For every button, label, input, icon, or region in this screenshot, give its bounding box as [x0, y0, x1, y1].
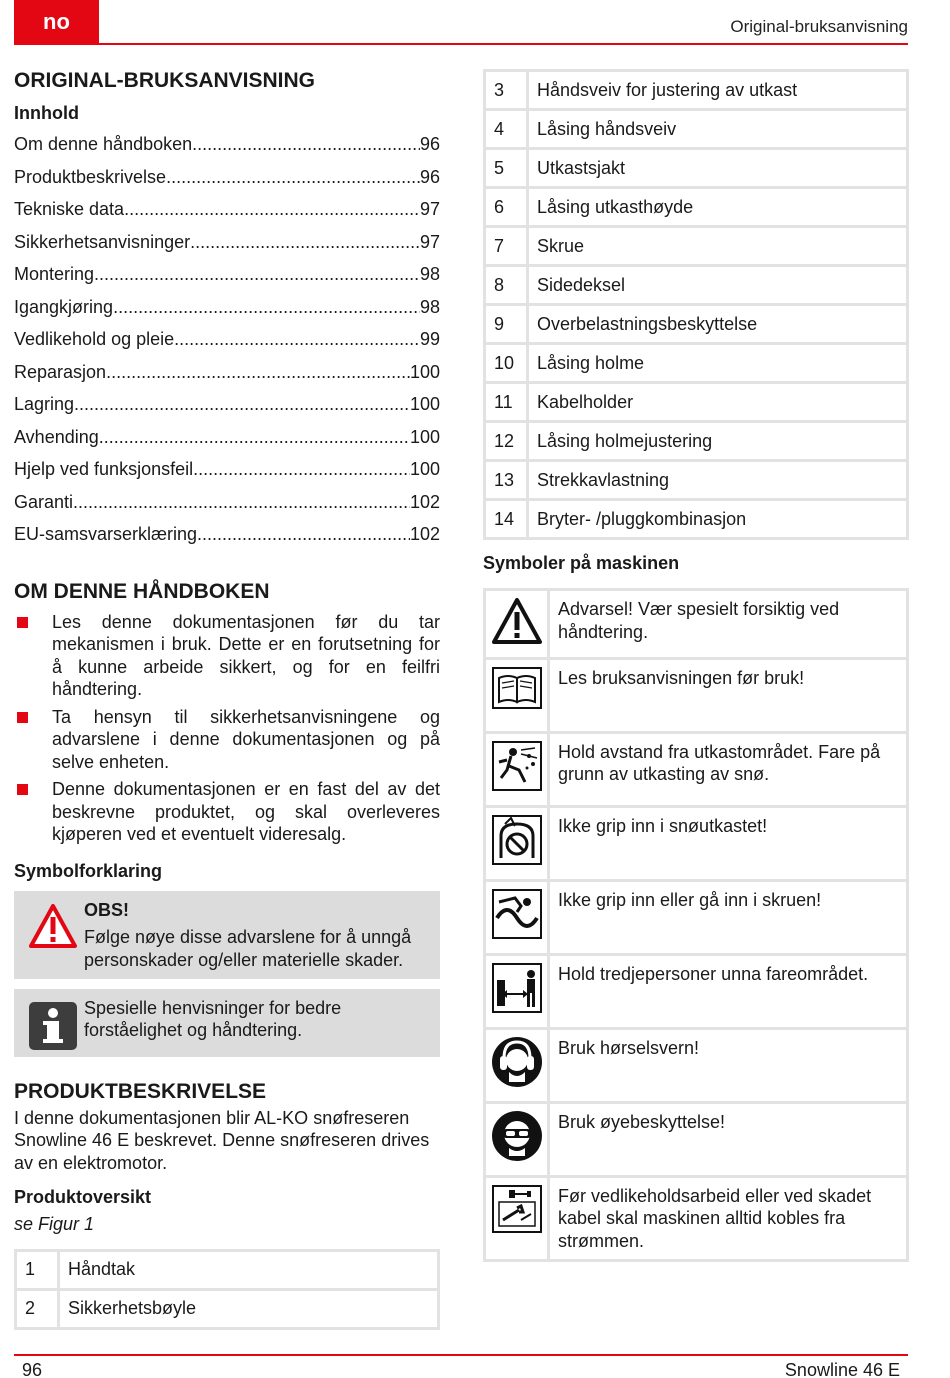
eye-protection-icon — [491, 1146, 543, 1166]
symbols-table — [483, 588, 909, 1262]
toc-entry-label: EU-samsvarserklæring — [14, 524, 198, 544]
toc-entry-label: Montering — [14, 264, 95, 284]
part-number: 6 — [485, 188, 528, 227]
toc-entry[interactable] — [14, 128, 440, 161]
toc-entry-label: Vedlikehold og pleie — [14, 329, 175, 349]
table-row — [16, 1289, 439, 1328]
symbol-heading: Symbolforklaring — [14, 860, 163, 881]
product-name: Snowline 46 E — [784, 1360, 900, 1378]
language-tab: no — [14, 0, 99, 44]
symbol-description: Hold avstand fra utkastområdet. Fare på grunn av utkasting av snø. — [549, 732, 908, 806]
toc-entry[interactable] — [14, 518, 440, 551]
symbol-row — [485, 658, 908, 732]
toc-entry-label: Sikkerhetsanvisninger — [14, 231, 191, 252]
snow-ejection-hazard-icon — [491, 776, 543, 796]
symbol-row — [485, 732, 908, 806]
part-name: Utkastsjakt — [528, 149, 908, 188]
symbol-description: Les bruksanvisningen før bruk! — [549, 658, 908, 732]
toc-entry-label: Reparasjon — [14, 361, 107, 382]
toc-entry-label: Produktbeskrivelse — [14, 166, 167, 187]
toc-entry-page: 102 — [409, 524, 440, 544]
toc-entry[interactable] — [14, 161, 440, 194]
toc-entry-page: 99 — [419, 329, 440, 349]
table-row — [485, 71, 908, 110]
part-name: Skrue — [528, 227, 908, 266]
warning-triangle-icon — [22, 899, 84, 971]
hearing-protection-icon — [491, 1072, 543, 1092]
toc-leader-dots — [193, 453, 410, 486]
toc-entry-page: 96 — [419, 166, 440, 187]
right-column — [483, 69, 909, 1262]
warning-triangle-icon — [491, 629, 543, 649]
part-number: 2 — [16, 1289, 59, 1328]
table-row — [485, 344, 908, 383]
parts-table-left — [14, 1249, 440, 1330]
symbol-description: Ikke grip inn eller gå inn i skruen! — [549, 880, 908, 954]
table-row — [485, 188, 908, 227]
part-name: Sidedeksel — [528, 266, 908, 305]
toc-entry-label: Igangkjøring — [14, 296, 114, 317]
parts-table-right — [483, 69, 909, 540]
auger-hazard-icon — [491, 924, 543, 944]
symbols-heading: Symboler på maskinen — [483, 553, 680, 573]
toc-entry[interactable] — [14, 388, 440, 421]
info-text: Spesielle henvisninger for bedre forståelighet og håndtering. — [84, 997, 342, 1040]
toc-entry[interactable] — [14, 486, 440, 519]
table-row — [485, 227, 908, 266]
table-row — [16, 1250, 439, 1289]
toc-leader-dots — [99, 421, 410, 454]
toc-entry[interactable] — [14, 453, 440, 486]
toc-entry[interactable] — [14, 258, 440, 291]
symbol-description: Bruk øyebeskyttelse! — [549, 1102, 908, 1176]
keep-distance-icon — [491, 998, 543, 1018]
part-name: Håndtak — [59, 1250, 439, 1289]
overview-heading: Produktoversikt — [14, 1187, 152, 1207]
toc-entry-page: 98 — [419, 296, 440, 317]
part-number: 5 — [485, 149, 528, 188]
toc-entry[interactable] — [14, 323, 440, 356]
part-name: Sikkerhetsbøyle — [59, 1289, 439, 1328]
symbol-description: Hold tredjepersoner unna fareområdet. — [549, 954, 908, 1028]
part-name: Bryter- /pluggkombinasjon — [528, 500, 908, 539]
part-number: 4 — [485, 110, 528, 149]
table-row — [485, 383, 908, 422]
toc-entry-page: 100 — [409, 361, 440, 382]
toc-entry[interactable] — [14, 421, 440, 454]
symbol-row — [485, 1028, 908, 1102]
left-column — [14, 66, 440, 1330]
toc-entry[interactable] — [14, 291, 440, 324]
symbol-row — [485, 954, 908, 1028]
about-heading: OM DENNE HÅNDBOKEN — [14, 579, 270, 603]
unplug-before-maintenance-icon — [491, 1218, 543, 1238]
warning-notice — [14, 891, 440, 979]
toc-entry-page: 96 — [419, 134, 440, 154]
toc-leader-dots — [74, 388, 410, 421]
header-title: Original-bruksanvisning — [730, 17, 908, 36]
part-number: 3 — [485, 71, 528, 110]
bullet-text: Les denne dokumentasjonen før du tar mekanismen i bruk. Dette er en forutsetning for å kunne arbeide sikkert, og for en feilfri håndtering. — [52, 611, 440, 699]
symbol-row — [485, 1176, 908, 1261]
chute-hand-hazard-icon — [491, 850, 543, 870]
symbol-row — [485, 1102, 908, 1176]
bullet-item — [14, 706, 440, 774]
part-name: Håndsveiv for justering av utkast — [528, 71, 908, 110]
part-name: Låsing håndsveiv — [528, 110, 908, 149]
part-name: Låsing utkasthøyde — [528, 188, 908, 227]
part-number: 12 — [485, 422, 528, 461]
table-of-contents — [14, 128, 440, 551]
toc-entry-page: 100 — [409, 394, 440, 414]
symbol-row — [485, 590, 908, 659]
bullet-text: Denne dokumentasjonen er en fast del av det beskrevne produktet, og skal overleveres kjøperen ved et eventuelt videresalg. — [52, 779, 440, 844]
part-number: 11 — [485, 383, 528, 422]
part-number: 14 — [485, 500, 528, 539]
bullet-square-icon — [17, 617, 28, 628]
symbol-description: Ikke grip inn i snøutkastet! — [549, 806, 908, 880]
bullet-item — [14, 778, 440, 846]
toc-entry[interactable] — [14, 226, 440, 259]
toc-leader-dots — [73, 486, 410, 519]
product-description: I denne dokumentasjonen blir AL-KO snøfreseren Snowline 46 E beskrevet. Denne snøfreseren drives av en elektromotor. — [14, 1107, 430, 1173]
part-name: Låsing holme — [528, 344, 908, 383]
toc-leader-dots — [190, 226, 420, 259]
part-number: 7 — [485, 227, 528, 266]
part-number: 1 — [16, 1250, 59, 1289]
bullet-square-icon — [17, 712, 28, 723]
toc-leader-dots — [106, 356, 410, 389]
toc-entry-label: Lagring — [14, 394, 75, 414]
part-name: Strekkavlastning — [528, 461, 908, 500]
part-name: Kabelholder — [528, 383, 908, 422]
part-number: 13 — [485, 461, 528, 500]
toc-entry-label: Om denne håndboken — [14, 134, 193, 154]
warning-text: Følge nøye disse advarslene for å unngå personskader og/eller materielle skader. — [84, 927, 412, 970]
table-row — [485, 500, 908, 539]
symbol-description: Før vedlikeholdsarbeid eller ved skadet kabel skal maskinen alltid kobles fra strømmen. — [549, 1176, 908, 1261]
table-row — [485, 305, 908, 344]
toc-entry-label: Tekniske data — [14, 199, 125, 219]
bullet-square-icon — [17, 784, 28, 795]
toc-entry-page: 97 — [419, 199, 440, 219]
toc-entry-page: 100 — [409, 426, 440, 447]
toc-entry[interactable] — [14, 193, 440, 226]
info-notice — [14, 989, 440, 1057]
bullet-item — [14, 611, 440, 701]
product-heading: PRODUKTBESKRIVELSE — [14, 1079, 267, 1103]
toc-leader-dots — [192, 128, 420, 161]
toc-leader-dots — [113, 291, 420, 324]
toc-entry-label: Avhending — [14, 426, 99, 447]
header-divider — [14, 43, 908, 45]
part-number: 8 — [485, 266, 528, 305]
table-row — [485, 110, 908, 149]
warning-title: OBS! — [84, 899, 129, 920]
overview-reference: se Figur 1 — [14, 1214, 95, 1234]
part-name: Overbelastningsbeskyttelse — [528, 305, 908, 344]
toc-entry[interactable] — [14, 356, 440, 389]
toc-leader-dots — [197, 518, 410, 551]
symbol-row — [485, 880, 908, 954]
toc-leader-dots — [94, 258, 420, 291]
part-number: 9 — [485, 305, 528, 344]
footer-divider — [14, 1354, 908, 1356]
toc-entry-label: Garanti — [14, 491, 74, 512]
toc-entry-page: 98 — [419, 264, 440, 284]
toc-leader-dots — [166, 161, 420, 194]
toc-entry-page: 97 — [419, 231, 440, 252]
table-row — [485, 422, 908, 461]
toc-heading: Innhold — [14, 103, 79, 123]
table-row — [485, 461, 908, 500]
table-row — [485, 266, 908, 305]
about-bullet-list — [14, 611, 440, 846]
toc-entry-label: Hjelp ved funksjonsfeil — [14, 459, 194, 479]
main-title: ORIGINAL-BRUKSANVISNING — [14, 69, 316, 92]
info-icon — [22, 997, 84, 1049]
toc-entry-page: 100 — [409, 459, 440, 479]
toc-leader-dots — [174, 323, 420, 356]
symbol-row — [485, 806, 908, 880]
part-name: Låsing holmejustering — [528, 422, 908, 461]
table-row — [485, 149, 908, 188]
page-number: 96 — [22, 1360, 43, 1378]
toc-leader-dots — [124, 193, 420, 226]
bullet-text: Ta hensyn til sikkerhetsanvisningene og advarslene i denne dokumentasjonen og på selve enheten. — [52, 706, 440, 772]
manual-book-icon — [491, 694, 543, 714]
symbol-description: Advarsel! Vær spesielt forsiktig ved håndtering. — [549, 590, 908, 659]
symbol-description: Bruk hørselsvern! — [549, 1028, 908, 1102]
part-number: 10 — [485, 344, 528, 383]
toc-entry-page: 102 — [409, 491, 440, 512]
